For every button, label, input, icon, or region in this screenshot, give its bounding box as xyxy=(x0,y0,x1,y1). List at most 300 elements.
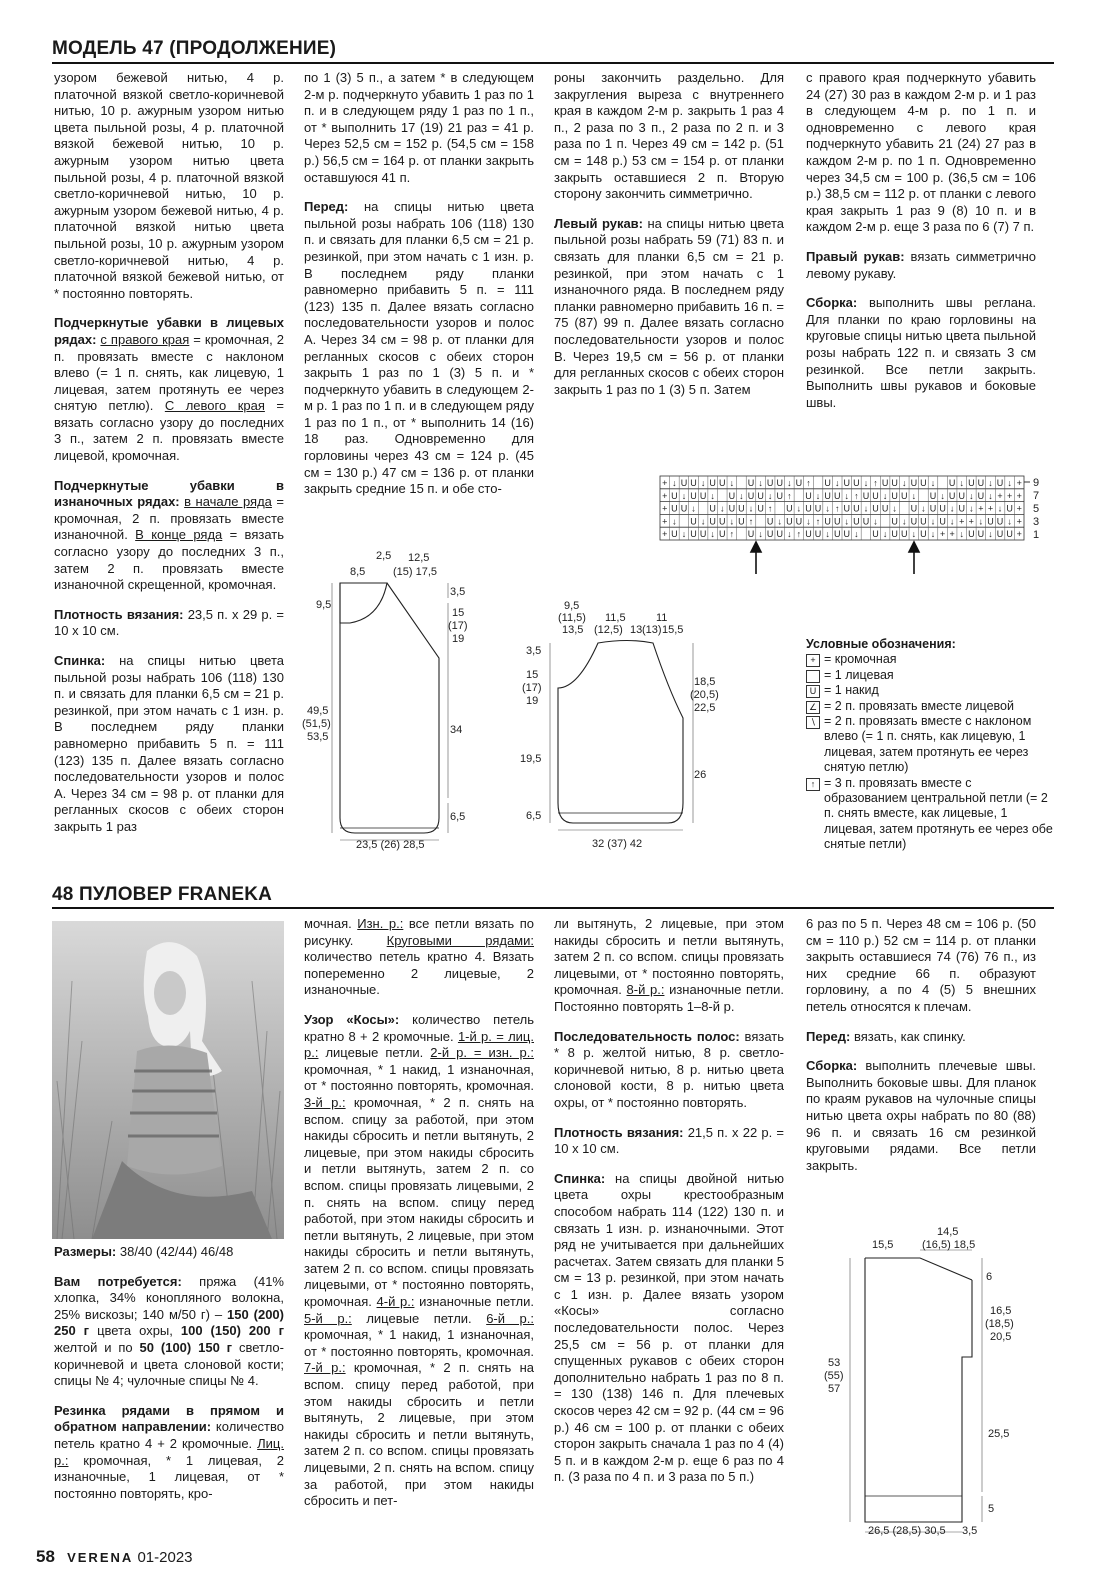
paragraph xyxy=(554,916,784,1016)
chart-symbol: ↑ xyxy=(834,503,840,514)
chart-symbol: U xyxy=(929,503,937,514)
chart-symbol: U xyxy=(776,490,783,501)
bold-amount: 50 (100) 150 г xyxy=(139,1339,233,1355)
chart-symbol: ↓ xyxy=(949,516,955,527)
dim-label: 9,5 xyxy=(316,599,332,611)
dim-label: 22,5 xyxy=(694,702,716,714)
dim-label: 8,5 xyxy=(350,566,366,578)
chart-symbol: U xyxy=(728,490,736,501)
schematic-sleeve xyxy=(518,598,728,858)
chart-symbol: U xyxy=(891,516,898,527)
paragraph: 6 раз по 5 п. Через 48 см = 106 р. (50 см = 110 р.) 52 см = 114 р. от планки закрыть оставшиеся 74 (76) 76 п., из них средние 66 п. образуют горловину, а по 4 (5) 5 внешних петель относятся к плечам. xyxy=(806,916,1036,1014)
paragraph xyxy=(554,1125,784,1158)
row-number: 5 xyxy=(1033,503,1040,515)
chart-symbol: U xyxy=(719,478,726,488)
chart-symbol: U xyxy=(939,516,946,527)
chart-symbol: ↓ xyxy=(969,503,974,514)
dim-label: 15 xyxy=(452,607,465,619)
text-column-2 xyxy=(304,70,534,511)
chart-symbol: ↓ xyxy=(710,490,715,501)
chart-symbol: + xyxy=(662,478,668,488)
dim-label: (55) xyxy=(824,1370,844,1382)
underlined-term: в начале ряда xyxy=(184,494,272,510)
text: вязать, как спинку. xyxy=(850,1028,966,1044)
chart-symbol: U xyxy=(968,529,975,540)
chart-symbol: U xyxy=(843,478,851,488)
chart-symbol: U xyxy=(766,516,774,527)
text: ли вытянуть, 2 лицевые, при этом накиды сбросить и петли вытянуть, затем 2 п. со вспом. спицы провязать лицевыми, от * постоянно повторять, кромочная. xyxy=(554,916,784,998)
underlined-term: 7-й р.: xyxy=(304,1360,346,1376)
legend-item xyxy=(806,699,1056,714)
chart-symbol: U xyxy=(853,503,860,514)
knit-icon xyxy=(806,670,820,683)
paragraph xyxy=(54,1403,284,1503)
dim-label: (20,5) xyxy=(690,689,719,701)
chart-symbol: ↓ xyxy=(834,478,840,488)
dim-label: 12,5 xyxy=(408,552,430,564)
magazine-name: VERENA xyxy=(67,1550,134,1565)
chart-symbol: ↓ xyxy=(863,503,869,514)
chart-symbol: U xyxy=(901,529,908,540)
dim-label: 15,5 xyxy=(872,1239,894,1251)
dim-label: 53 xyxy=(828,1357,841,1369)
legend-item xyxy=(806,776,1056,853)
chart-symbol: ↑ xyxy=(796,529,802,540)
chart-symbol: U xyxy=(853,516,860,527)
text: кромочная, * 2 п. снять на вспом. спицу за работой, при этом накиды сбросить и петли вытянуть, 2 лицевые, при этом накиды сбросить и петли вытянуть, затем 2 п. со вспом. спицы провязать лицевыми, 2 п. снять на вспом. спицу перед работой, при этом накиды сбросить и петли вытянуть, 2 лицевые, при этом накиды сбросить и петли вытянуть, затем 2 п. со вспом. спицы провязать лицевыми, от * постоянно повторять, кромочная. xyxy=(304,1094,534,1310)
dim-label: (12,5) xyxy=(594,624,623,636)
chart-symbol: + xyxy=(968,516,974,527)
dim-label: 15 xyxy=(526,669,539,681)
text-column-4 xyxy=(806,70,1036,424)
underlined-term: 5-й р.: xyxy=(304,1310,352,1326)
chart-symbol: + xyxy=(1016,490,1022,501)
chart-symbol: U xyxy=(958,490,965,501)
chart-symbol: U xyxy=(987,516,994,527)
underlined-term: 8-й р.: xyxy=(626,982,665,998)
dim-label: 2,5 xyxy=(376,550,392,562)
section-rule xyxy=(52,62,1054,64)
chart-symbol: U xyxy=(853,478,860,488)
chart-symbol: ↓ xyxy=(930,516,936,527)
paragraph xyxy=(304,1012,534,1510)
dim-label: 34 xyxy=(450,724,463,736)
chart-symbol: U xyxy=(948,490,956,501)
text: мочная. xyxy=(304,916,358,931)
heading: Плотность вязания: xyxy=(554,1124,684,1140)
dim-label: (18,5) xyxy=(985,1318,1014,1330)
chart-symbol: + xyxy=(662,503,668,514)
chart-symbol: U xyxy=(719,516,726,527)
chart-symbol: U xyxy=(1006,503,1013,514)
dim-label: (13) xyxy=(642,624,662,636)
chart-symbol: ↓ xyxy=(672,516,677,527)
chart-symbol: + xyxy=(939,529,946,540)
repeat-arrows xyxy=(751,542,919,574)
text-column-1 xyxy=(54,70,284,849)
heading: Левый рукав: xyxy=(554,215,643,231)
chart-symbol: ↓ xyxy=(930,529,936,540)
dim-label: 3,5 xyxy=(526,645,542,657)
chart-symbol: + xyxy=(1016,478,1022,488)
chart-symbol: U xyxy=(996,516,1004,527)
dim-label: 26,5 (28,5) 30,5 xyxy=(868,1525,946,1537)
paragraph xyxy=(806,249,1036,282)
chart-symbol: ↓ xyxy=(787,529,792,540)
row-numbers xyxy=(1024,477,1039,541)
text-column-7 xyxy=(554,916,784,1499)
text: светло-коричневой и цвета слоновой кости; спицы № 4; чулочные спицы № 4. xyxy=(54,1339,284,1389)
chart-symbol: ↓ xyxy=(969,490,974,501)
chart-symbol: U xyxy=(814,529,822,540)
heading: Подчеркнутые убавки в лицевых рядах: xyxy=(54,315,284,347)
chart-symbol: U xyxy=(690,478,697,488)
chart-symbol: ↓ xyxy=(930,478,936,488)
ssk-icon: ∖ xyxy=(806,716,820,729)
chart-symbol: U xyxy=(671,490,678,501)
central-double-decrease-icon: ↑ xyxy=(806,778,820,791)
chart-symbol: ↓ xyxy=(729,478,735,488)
edge-stitch-icon: + xyxy=(806,654,820,667)
underlined-term: 6-й р.: xyxy=(486,1310,534,1326)
text: 21,5 п. х 22 р. = 10 х 10 см. xyxy=(554,1124,784,1157)
dim-label: 25,5 xyxy=(988,1428,1010,1440)
stitch-chart xyxy=(658,470,1058,580)
model-photo xyxy=(52,921,284,1239)
text: желтой и по xyxy=(54,1339,140,1355)
chart-symbol: U xyxy=(968,478,975,488)
heading: Вам потребуется: xyxy=(54,1273,182,1289)
chart-symbol: + xyxy=(1016,503,1022,514)
paragraph xyxy=(554,1029,784,1112)
chart-symbol: + xyxy=(662,490,668,501)
paragraph xyxy=(554,216,784,399)
chart-legend xyxy=(806,637,1056,853)
chart-symbol: ↓ xyxy=(1007,478,1012,488)
paragraph xyxy=(304,916,534,999)
heading: Сборка: xyxy=(806,1058,858,1074)
text: вязать * 8 р. желтой нитью, 8 р. светло-коричневой нитью, 8 р. нитью цвета слоновой кости, 8 р. нитью цвета охры, от * постоянно повторять. xyxy=(554,1028,784,1110)
legend-text: = 2 п. провязать вместе лицевой xyxy=(824,698,1014,713)
chart-symbol: U xyxy=(805,529,812,540)
dim-label: (17) xyxy=(448,620,468,632)
page-footer xyxy=(36,1547,193,1567)
chart-symbol: U xyxy=(776,478,783,488)
heading: Подчеркнутые убавки в изнаночных рядах: xyxy=(54,477,284,510)
chart-symbol: U xyxy=(738,516,745,527)
text: изнаночные петли. xyxy=(414,1294,534,1310)
chart-symbol: U xyxy=(814,503,822,514)
chart-symbol: U xyxy=(795,478,803,488)
text: на спицы нитью цвета пыльной розы набрать 59 (71) 83 п. и связать для планки 6,5 см = 21 р. резинкой, при этом начать с 1 изнаночного ряда. В последнем ряду планки равномерно прибавить 16 п. = 75 (87) 99 п. Далее вязать согласно последовательности узоров и полос В. Через 19,5 см = 56 р. от планки для регланных скосов с обеих сторон закрыть 1 раз по 1 (3) 5 п. Затем xyxy=(554,215,784,397)
underlined-term: Изн. р.: xyxy=(357,916,404,931)
text: пряжа (41% хлопка, 34% конопляного волокна, 25% вискозы; 140 м/50 г) – xyxy=(54,1273,284,1322)
text: вязать симметрично левому рукаву. xyxy=(806,248,1036,281)
chart-symbol: U xyxy=(901,490,908,501)
paragraph xyxy=(54,1244,284,1261)
chart-symbol: + xyxy=(1016,516,1022,527)
text: все петли вязать по рисунку. xyxy=(304,916,534,948)
dim-label: 53,5 xyxy=(307,731,329,743)
chart-symbol: U xyxy=(786,516,793,527)
bold-amount: 150 (200) 250 г xyxy=(54,1306,284,1339)
heading: Спинка: xyxy=(554,1170,606,1186)
chart-symbol: U xyxy=(920,478,927,488)
heading: Последовательность полос: xyxy=(554,1028,740,1044)
paragraph xyxy=(806,295,1036,411)
text: кромочная, * 1 лицевая, 2 изнаночные, 1 лицевая, от * постоянно повторять, кро- xyxy=(54,1452,284,1501)
dim-label: 19 xyxy=(526,695,539,707)
dim-label: 49,5 xyxy=(307,705,329,717)
chart-symbol: ↓ xyxy=(815,490,821,501)
chart-symbol: ↓ xyxy=(672,478,677,488)
chart-symbol: ↓ xyxy=(720,503,725,514)
text: лицевые петли. xyxy=(318,1045,431,1061)
chart-symbol: ↑ xyxy=(748,516,754,527)
chart-symbol: U xyxy=(977,478,985,488)
text: кромочная, * 1 накид, 1 изнаночная, от * постоянно повторять, кромочная. xyxy=(304,1327,534,1359)
chart-symbol: U xyxy=(977,529,985,540)
chart-symbol: U xyxy=(680,503,688,514)
chart-symbol: ↓ xyxy=(787,478,792,488)
text: = кромочная, 2 п. провязать вместе с наклоном влево (= 1 п. снять, как лицевую, 1 лицевая, затем протянуть ее через снятую петлю). xyxy=(54,331,284,414)
dim-label: 16,5 xyxy=(990,1305,1012,1317)
paragraph xyxy=(54,607,284,640)
heading: Перед: xyxy=(304,199,349,215)
heading: Перед: xyxy=(806,1028,851,1044)
dim-label: 23,5 (26) 28,5 xyxy=(356,839,425,851)
chart-symbol: ↓ xyxy=(844,490,850,501)
chart-symbol: U xyxy=(872,529,879,540)
chart-symbol: ↓ xyxy=(767,490,773,501)
chart-symbol: ↓ xyxy=(777,516,782,527)
dim-label: 3,5 xyxy=(450,586,466,598)
row-number: 3 xyxy=(1033,516,1040,528)
dim-label: 32 (37) 42 xyxy=(592,838,643,850)
underlined-term: В конце ряда xyxy=(135,527,223,543)
chart-symbol: U xyxy=(843,503,851,514)
chart-symbol: U xyxy=(766,529,774,540)
chart-symbol: U xyxy=(843,529,851,540)
chart-symbol: ↑ xyxy=(729,529,735,540)
paragraph xyxy=(54,653,284,836)
text: изнаночные петли. Постоянно повторять 1–8-й р. xyxy=(554,982,784,1014)
chart-symbol: U xyxy=(671,503,678,514)
heading: Узор «Косы»: xyxy=(304,1011,400,1027)
chart-symbol: ↓ xyxy=(700,478,706,488)
underlined-term: Лиц. р.: xyxy=(54,1435,284,1468)
dim-label: (17) xyxy=(522,682,542,694)
chart-symbol: ↓ xyxy=(710,529,715,540)
heading: Размеры: xyxy=(54,1244,117,1259)
text: 23,5 п. х 29 р. = 10 х 10 см. xyxy=(54,606,284,639)
text: кромочная, * 1 накид, 1 изнаночная, от * постоянно повторять, кромочная. xyxy=(304,1061,534,1094)
chart-symbol: ↓ xyxy=(902,478,907,488)
chart-symbol: U xyxy=(833,529,841,540)
chart-symbol: + xyxy=(978,503,984,514)
chart-symbol: U xyxy=(872,503,879,514)
chart-symbol: ↓ xyxy=(911,490,917,501)
legend-text: = кромочная xyxy=(824,652,897,667)
text-column-5 xyxy=(54,1244,284,1515)
chart-symbol: U xyxy=(862,516,870,527)
legend-item xyxy=(806,668,1056,683)
chart-symbol: U xyxy=(690,529,697,540)
chart-symbol: ↓ xyxy=(681,529,687,540)
chart-symbol: ↓ xyxy=(882,490,888,501)
dim-label: (11,5) xyxy=(558,612,586,624)
chart-symbol: ↓ xyxy=(911,529,917,540)
chart-symbol: ↓ xyxy=(681,490,687,501)
chart-symbol: + xyxy=(997,490,1003,501)
heading: Правый рукав: xyxy=(806,248,905,264)
text: на спицы двойной нитью цвета охры крестообразным способом набрать 114 (122) 130 п. и связать 1 изн. р. изнаночными. Этот ряд не учитывается при дальнейших расчетах. Затем связать для планки 5 см = 13 р. резинкой, при этом начать с 1 изн. р. Далее вязать узором «Косы» согласно последовательности полос. Через 25,5 см = 56 р. от планки для спущенных рукавов с обеих сторон дополнительно набрать 1 раз по 8 п. = 130 (138) 146 п. Для плечевых скосов через 42 см = 92 р. (44 см = 96 р.) 46 см = 100 р. от планки с обеих сторон закрыть сначала 1 раз по 4 (4) 5 п. и в каждом 2-м р. еще 6 раз по 4 п. (3 раза по 4 п. и 3 раза по 5 п.) xyxy=(554,1170,784,1485)
chart-symbol: ↓ xyxy=(988,529,993,540)
chart-symbol: ↓ xyxy=(700,516,706,527)
paragraph: по 1 (3) 5 п., а затем * в следующем 2-м р. подчеркнуто убавить 1 раз по 1 п. и в следующем ряду 1 раз по 1 п., от * выполнить 17 (19) 21 раз = 41 р. Через 52,5 см = 152 р. (54,5 см = 158 р.) 56,5 см = 164 р. от планки закрыть оставшуюся 41 п. xyxy=(304,70,534,185)
chart-symbol: ↓ xyxy=(844,516,850,527)
chart-symbol: ↑ xyxy=(854,490,859,501)
chart-symbol: U xyxy=(910,478,918,488)
dim-label: 11,5 xyxy=(605,612,626,624)
chart-symbol: ↓ xyxy=(959,478,964,488)
dim-label: 5 xyxy=(988,1503,995,1515)
chart-symbol: U xyxy=(920,516,927,527)
dim-label: 6,5 xyxy=(450,811,466,823)
chart-symbol: U xyxy=(728,503,736,514)
text: = вязать согласно узору до последних 3 п., затем 2 п. провязать вместе изнаночной скрещенной, кромочная. xyxy=(54,527,284,593)
chart-symbol: U xyxy=(833,516,841,527)
chart-symbol: ↑ xyxy=(767,503,773,514)
text-column-8 xyxy=(806,916,1036,1187)
row-number: 1 xyxy=(1033,529,1040,541)
paragraph: с правого края подчеркнуто убавить 24 (27) 30 раз в каждом 2-м р. и 1 раз в следующем 4-м р. по 1 п. и одновременно с левого края подчеркнуто убавить 21 (24) 27 раз в каждом 2-м р. по 1 п. Одновременно через 34,5 см = 100 р. (36,5 см = 106 р.) 38,5 см = 112 р. от планки с левого края закрыть 1 раз 9 (8) 10 п. и в каждом 2-м р. еще 3 раза по 6 (7) 7 п. xyxy=(806,70,1036,235)
paragraph xyxy=(806,1029,1036,1046)
chart-symbol: U xyxy=(786,503,793,514)
chart-symbol: U xyxy=(881,503,889,514)
dim-label: (15) 17,5 xyxy=(393,566,438,578)
underlined-term: С левого края xyxy=(164,398,265,414)
chart-symbol: + xyxy=(949,529,955,540)
chart-symbol: U xyxy=(766,478,774,488)
text: на спицы нитью цвета пыльной розы набрать 106 (118) 130 п. и связать для планки 6,5 см = 21 р. резинкой, при этом начать с 1 изн. р. В последнем ряду планки равномерно прибавить 5 п. = 111 (123) 135 п. Далее вязать согласно последовательности узоров и полос А. Через 34 см = 98 р. от планки для регланных скосов с обеих сторон закрыть 1 раз xyxy=(54,653,284,834)
chart-symbol: ↓ xyxy=(825,529,830,540)
chart-symbol: U xyxy=(891,478,898,488)
text: лицевые петли. xyxy=(351,1310,487,1326)
underlined-term: 1-й р. = лиц. р.: xyxy=(304,1028,534,1061)
row-number: 7 xyxy=(1033,490,1040,502)
text: количество петель кратно 8 + 2 кромочные. xyxy=(304,1011,534,1044)
text: выполнить швы реглана. Для планки по краю горловины на круговые спицы нитью цвета пыльной розы набрать 122 п. и связать 3 см резинкой. Все петли закрыть. Выполнить швы рукавов и боковые швы. xyxy=(806,295,1036,410)
chart-symbol: ↑ xyxy=(806,478,811,488)
dim-label: 14,5 xyxy=(937,1226,959,1238)
chart-symbol: U xyxy=(680,478,688,488)
text: выполнить плечевые швы. Выполнить боковые швы. Для планок по краям рукавов на чулочные спицы нитью цвета охры набрать по 80 (88) 96 п. и связать 16 см резинкой круговыми рядами. Все петли закрыть. xyxy=(806,1058,1036,1173)
chart-symbol: ↓ xyxy=(691,503,696,514)
chart-symbol: U xyxy=(747,478,755,488)
chart-symbol: U xyxy=(747,529,755,540)
chart-symbol: ↓ xyxy=(940,490,945,501)
chart-symbol: U xyxy=(939,503,946,514)
text: = вязать согласно узору до последних 3 п., затем 2 п. провязать вместе лицевой, кромочная. xyxy=(54,398,284,464)
paragraph xyxy=(54,1274,284,1390)
paragraph xyxy=(304,199,534,498)
schematic-pullover xyxy=(820,1222,1060,1542)
legend-title: Условные обозначения: xyxy=(806,637,956,651)
chart-symbol: U xyxy=(824,490,831,501)
chart-symbol: U xyxy=(881,478,889,488)
chart-symbol: U xyxy=(690,490,697,501)
dim-label: 13,5 xyxy=(562,624,584,636)
chart-symbol: U xyxy=(738,503,745,514)
chart-symbol: ↓ xyxy=(854,529,859,540)
chart-symbol: ↓ xyxy=(959,529,964,540)
chart-symbol: U xyxy=(862,490,870,501)
chart-symbol: U xyxy=(948,478,956,488)
legend-item xyxy=(806,652,1056,667)
chart-symbol: U xyxy=(824,516,831,527)
section-rule xyxy=(52,907,1054,909)
paragraph xyxy=(54,478,284,594)
chart-symbol: U xyxy=(824,478,831,488)
dim-label: 6,5 xyxy=(526,810,542,822)
chart-symbol: U xyxy=(719,529,726,540)
chart-symbol: ↓ xyxy=(949,503,955,514)
chart-symbol: U xyxy=(805,503,812,514)
chart-symbol: U xyxy=(833,490,841,501)
legend-text: = 2 п. провязать вместе с наклоном влево (= 1 п. снять, как лицевую, 1 лицевая, затем протянуть ее через снятую петлю) xyxy=(824,714,1032,775)
chart-symbol: U xyxy=(910,516,918,527)
chart-symbol: U xyxy=(747,490,755,501)
chart-symbol: ↑ xyxy=(787,490,792,501)
issue-number: 01-2023 xyxy=(137,1549,193,1566)
chart-symbol: ↓ xyxy=(825,503,830,514)
chart-symbol: U xyxy=(996,478,1004,488)
dim-label: 13 xyxy=(630,624,643,636)
underlined-term: 4-й р.: xyxy=(376,1294,415,1310)
chart-symbol: ↓ xyxy=(758,478,763,488)
chart-symbol: U xyxy=(709,516,716,527)
chart-symbol: + xyxy=(662,516,668,527)
chart-symbol: ↓ xyxy=(882,529,888,540)
k2tog-icon: ∠ xyxy=(806,701,820,714)
chart-symbol: U xyxy=(709,503,716,514)
dim-label: (16,5) 18,5 xyxy=(922,1239,976,1251)
chart-symbol: U xyxy=(977,490,985,501)
chart-symbol: ↓ xyxy=(806,516,811,527)
text: кромочная, * 2 п. снять на вспом. спицу перед работой, при этом накиды сбросить и петли вытянуть, 2 лицевые, при этом накиды сбросить и петли вытянуть, затем 2 п. со вспом. спицы провязать лицевыми, 2 п. снять на вспом. спицу за работой, при этом накиды сбросить и пет- xyxy=(304,1360,534,1509)
chart-symbol: ↓ xyxy=(863,478,869,488)
chart-symbol: U xyxy=(795,516,803,527)
chart-symbol: U xyxy=(891,529,898,540)
chart-symbol: U xyxy=(872,490,879,501)
legend-item xyxy=(806,714,1056,776)
chart-symbol: U xyxy=(996,529,1004,540)
chart-symbol: U xyxy=(1006,529,1013,540)
section-title-model-47: МОДЕЛЬ 47 (ПРОДОЛЖЕНИЕ) xyxy=(52,38,337,59)
chart-symbol: U xyxy=(910,503,918,514)
dim-label: 11 xyxy=(656,612,668,624)
paragraph: узором бежевой нитью, 4 р. платочной вязкой светло-коричневой нитью, 10 р. ажурным узором нитью цвета пыльной розы, 4 р. платочной вязкой бежевой нитью, 10 р. ажурным узором нитью цвета пыльной розы, 4 р. платочной вязкой светло-коричневой нитью, 10 р. ажурным узором бежевой нитью, 4 р. платочной вязкой нитью цвета пыльной розы, 10 р. ажурным узором светло-коричневой нитью, 4 р. платочной вязкой бежевой нитью, от * постоянно повторять. xyxy=(54,70,284,301)
text: количество петель кратно 4. Вязать попеременно 2 лицевые, 2 изнаночные. xyxy=(304,949,534,998)
chart-symbol: ↓ xyxy=(997,503,1003,514)
underlined-term: 2-й р. = изн. р.: xyxy=(430,1045,534,1061)
yarn-over-icon: U xyxy=(806,685,820,698)
chart-symbol: U xyxy=(699,529,707,540)
text: цвета охры, xyxy=(89,1323,181,1339)
text-column-6 xyxy=(304,916,534,1523)
underlined-term: 3-й р.: xyxy=(304,1094,346,1110)
